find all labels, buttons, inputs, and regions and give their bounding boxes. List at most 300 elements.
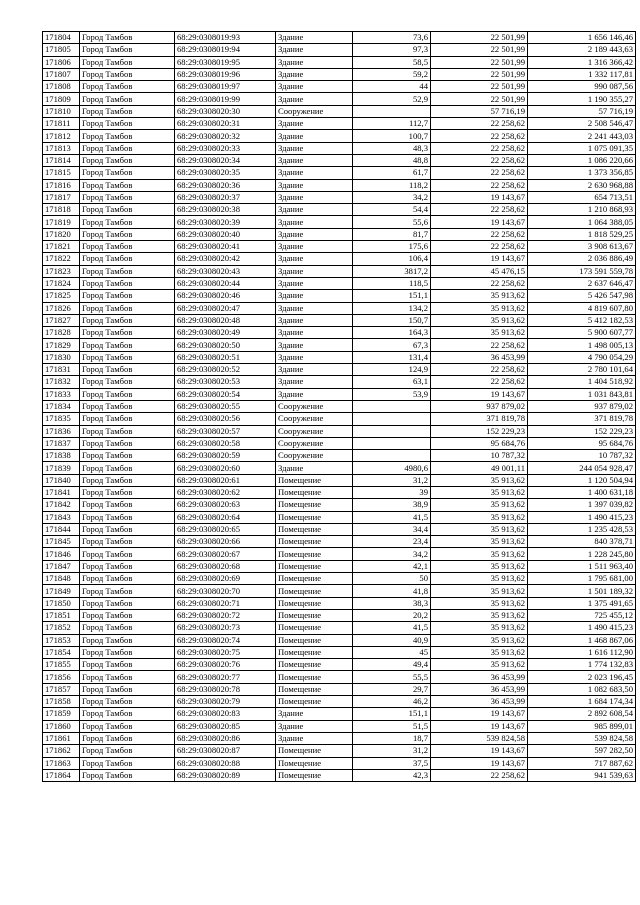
table-row — [43, 253, 636, 265]
area-cell: 41,5 — [353, 622, 431, 634]
cadastral-number-cell: 68:29:0308020:30 — [175, 105, 276, 117]
specific-value-cell: 152 229,23 — [431, 425, 528, 437]
locality-cell: Город Тамбов — [80, 376, 175, 388]
table-row — [43, 585, 636, 597]
cadastral-number-cell: 68:29:0308020:63 — [175, 499, 276, 511]
row-number-cell: 171840 — [43, 474, 80, 486]
locality-cell: Город Тамбов — [80, 536, 175, 548]
locality-cell: Город Тамбов — [80, 302, 175, 314]
area-cell: 106,4 — [353, 253, 431, 265]
object-type-cell: Помещение — [276, 511, 353, 523]
locality-cell: Город Тамбов — [80, 573, 175, 585]
locality-cell: Город Тамбов — [80, 290, 175, 302]
cadastral-number-cell: 68:29:0308020:54 — [175, 388, 276, 400]
cadastral-value-cell: 1 190 355,27 — [528, 93, 636, 105]
cadastral-value-cell: 1 332 117,81 — [528, 68, 636, 80]
area-cell: 23,4 — [353, 536, 431, 548]
area-cell: 39 — [353, 486, 431, 498]
object-type-cell: Помещение — [276, 560, 353, 572]
cadastral-number-cell: 68:29:0308020:55 — [175, 400, 276, 412]
area-cell: 150,7 — [353, 314, 431, 326]
locality-cell: Город Тамбов — [80, 659, 175, 671]
locality-cell: Город Тамбов — [80, 56, 175, 68]
cadastral-value-cell: 2 892 608,54 — [528, 708, 636, 720]
specific-value-cell: 22 501,99 — [431, 68, 528, 80]
object-type-cell: Здание — [276, 732, 353, 744]
table-row — [43, 216, 636, 228]
cadastral-value-cell: 1 210 868,93 — [528, 204, 636, 216]
object-type-cell: Здание — [276, 253, 353, 265]
area-cell: 42,3 — [353, 769, 431, 781]
locality-cell: Город Тамбов — [80, 696, 175, 708]
cadastral-number-cell: 68:29:0308020:31 — [175, 118, 276, 130]
table-row — [43, 105, 636, 117]
object-type-cell: Помещение — [276, 757, 353, 769]
area-cell: 3817,2 — [353, 265, 431, 277]
locality-cell: Город Тамбов — [80, 105, 175, 117]
cadastral-value-cell: 1 404 518,92 — [528, 376, 636, 388]
specific-value-cell: 22 258,62 — [431, 769, 528, 781]
locality-cell: Город Тамбов — [80, 277, 175, 289]
area-cell: 48,3 — [353, 142, 431, 154]
area-cell: 38,3 — [353, 597, 431, 609]
cadastral-number-cell: 68:29:0308020:34 — [175, 154, 276, 166]
locality-cell: Город Тамбов — [80, 450, 175, 462]
locality-cell: Город Тамбов — [80, 314, 175, 326]
row-number-cell: 171852 — [43, 622, 80, 634]
table-row — [43, 364, 636, 376]
cadastral-number-cell: 68:29:0308020:52 — [175, 364, 276, 376]
cadastral-number-cell: 68:29:0308020:44 — [175, 277, 276, 289]
specific-value-cell: 19 143,67 — [431, 757, 528, 769]
row-number-cell: 171831 — [43, 364, 80, 376]
table-row — [43, 769, 636, 781]
object-type-cell: Помещение — [276, 597, 353, 609]
object-type-cell: Здание — [276, 708, 353, 720]
row-number-cell: 171843 — [43, 511, 80, 523]
cadastral-value-cell: 173 591 559,78 — [528, 265, 636, 277]
object-type-cell: Сооружение — [276, 400, 353, 412]
cadastral-number-cell: 68:29:0308020:78 — [175, 683, 276, 695]
row-number-cell: 171863 — [43, 757, 80, 769]
area-cell: 134,2 — [353, 302, 431, 314]
object-type-cell: Здание — [276, 351, 353, 363]
table-row — [43, 548, 636, 560]
row-number-cell: 171817 — [43, 191, 80, 203]
cadastral-value-cell: 2 241 443,03 — [528, 130, 636, 142]
area-cell: 20,2 — [353, 609, 431, 621]
row-number-cell: 171823 — [43, 265, 80, 277]
cadastral-value-cell: 1 684 174,34 — [528, 696, 636, 708]
table-row — [43, 56, 636, 68]
object-type-cell: Здание — [276, 364, 353, 376]
object-type-cell: Здание — [276, 167, 353, 179]
table-row — [43, 474, 636, 486]
specific-value-cell: 35 913,62 — [431, 499, 528, 511]
table-row — [43, 683, 636, 695]
locality-cell: Город Тамбов — [80, 118, 175, 130]
cadastral-number-cell: 68:29:0308020:51 — [175, 351, 276, 363]
cadastral-number-cell: 68:29:0308020:67 — [175, 548, 276, 560]
cadastral-number-cell: 68:29:0308020:61 — [175, 474, 276, 486]
object-type-cell: Сооружение — [276, 413, 353, 425]
cadastral-value-cell: 717 887,62 — [528, 757, 636, 769]
locality-cell: Город Тамбов — [80, 499, 175, 511]
row-number-cell: 171836 — [43, 425, 80, 437]
specific-value-cell: 22 258,62 — [431, 364, 528, 376]
table-row — [43, 327, 636, 339]
table-row — [43, 130, 636, 142]
cadastral-value-cell: 1 082 683,50 — [528, 683, 636, 695]
cadastral-number-cell: 68:29:0308020:57 — [175, 425, 276, 437]
specific-value-cell: 45 476,15 — [431, 265, 528, 277]
table-row — [43, 597, 636, 609]
locality-cell: Город Тамбов — [80, 154, 175, 166]
cadastral-value-cell: 2 637 646,47 — [528, 277, 636, 289]
object-type-cell: Здание — [276, 241, 353, 253]
cadastral-number-cell: 68:29:0308019:96 — [175, 68, 276, 80]
object-type-cell: Помещение — [276, 585, 353, 597]
cadastral-number-cell: 68:29:0308020:83 — [175, 708, 276, 720]
table-row — [43, 376, 636, 388]
cadastral-number-cell: 68:29:0308020:53 — [175, 376, 276, 388]
cadastral-value-cell: 654 713,51 — [528, 191, 636, 203]
area-cell: 52,9 — [353, 93, 431, 105]
locality-cell: Город Тамбов — [80, 388, 175, 400]
table-row — [43, 167, 636, 179]
table-row — [43, 732, 636, 744]
specific-value-cell: 22 501,99 — [431, 93, 528, 105]
cadastral-number-cell: 68:29:0308020:48 — [175, 314, 276, 326]
row-number-cell: 171844 — [43, 523, 80, 535]
cadastral-value-cell: 4 819 607,80 — [528, 302, 636, 314]
object-type-cell: Помещение — [276, 659, 353, 671]
object-type-cell: Здание — [276, 314, 353, 326]
locality-cell: Город Тамбов — [80, 609, 175, 621]
specific-value-cell: 35 913,62 — [431, 474, 528, 486]
specific-value-cell: 35 913,62 — [431, 302, 528, 314]
cadastral-value-table-sheet — [42, 31, 636, 782]
area-cell: 151,1 — [353, 290, 431, 302]
specific-value-cell: 22 258,62 — [431, 118, 528, 130]
cadastral-value-cell: 2 036 886,49 — [528, 253, 636, 265]
row-number-cell: 171859 — [43, 708, 80, 720]
table-row — [43, 720, 636, 732]
row-number-cell: 171835 — [43, 413, 80, 425]
cadastral-value-cell: 1 316 366,42 — [528, 56, 636, 68]
object-type-cell: Здание — [276, 118, 353, 130]
specific-value-cell: 35 913,62 — [431, 290, 528, 302]
cadastral-value-cell: 2 023 196,45 — [528, 671, 636, 683]
locality-cell: Город Тамбов — [80, 339, 175, 351]
row-number-cell: 171804 — [43, 32, 80, 44]
object-type-cell: Здание — [276, 32, 353, 44]
row-number-cell: 171846 — [43, 548, 80, 560]
cadastral-number-cell: 68:29:0308020:36 — [175, 179, 276, 191]
specific-value-cell: 49 001,11 — [431, 462, 528, 474]
row-number-cell: 171855 — [43, 659, 80, 671]
cadastral-value-cell: 244 054 928,47 — [528, 462, 636, 474]
cadastral-number-cell: 68:29:0308019:95 — [175, 56, 276, 68]
cadastral-number-cell: 68:29:0308020:58 — [175, 437, 276, 449]
row-number-cell: 171815 — [43, 167, 80, 179]
cadastral-value-cell: 1 511 963,40 — [528, 560, 636, 572]
specific-value-cell: 937 879,02 — [431, 400, 528, 412]
object-type-cell: Помещение — [276, 548, 353, 560]
cadastral-value-cell: 2 508 546,47 — [528, 118, 636, 130]
cadastral-value-cell: 57 716,19 — [528, 105, 636, 117]
area-cell: 34,2 — [353, 548, 431, 560]
specific-value-cell: 35 913,62 — [431, 536, 528, 548]
area-cell: 18,7 — [353, 732, 431, 744]
locality-cell: Город Тамбов — [80, 523, 175, 535]
object-type-cell: Сооружение — [276, 105, 353, 117]
row-number-cell: 171814 — [43, 154, 80, 166]
cadastral-value-cell: 1 501 189,32 — [528, 585, 636, 597]
row-number-cell: 171809 — [43, 93, 80, 105]
cadastral-number-cell: 68:29:0308020:56 — [175, 413, 276, 425]
area-cell: 29,7 — [353, 683, 431, 695]
locality-cell: Город Тамбов — [80, 732, 175, 744]
row-number-cell: 171808 — [43, 81, 80, 93]
specific-value-cell: 35 913,62 — [431, 622, 528, 634]
specific-value-cell: 19 143,67 — [431, 720, 528, 732]
row-number-cell: 171829 — [43, 339, 80, 351]
locality-cell: Город Тамбов — [80, 548, 175, 560]
locality-cell: Город Тамбов — [80, 757, 175, 769]
object-type-cell: Помещение — [276, 474, 353, 486]
table-row — [43, 154, 636, 166]
area-cell: 51,5 — [353, 720, 431, 732]
cadastral-value-cell: 5 426 547,98 — [528, 290, 636, 302]
area-cell: 48,8 — [353, 154, 431, 166]
locality-cell: Город Тамбов — [80, 253, 175, 265]
table-row — [43, 241, 636, 253]
locality-cell: Город Тамбов — [80, 683, 175, 695]
locality-cell: Город Тамбов — [80, 228, 175, 240]
specific-value-cell: 35 913,62 — [431, 597, 528, 609]
area-cell: 112,7 — [353, 118, 431, 130]
row-number-cell: 171841 — [43, 486, 80, 498]
area-cell: 59,2 — [353, 68, 431, 80]
row-number-cell: 171813 — [43, 142, 80, 154]
table-row — [43, 93, 636, 105]
cadastral-number-cell: 68:29:0308019:99 — [175, 93, 276, 105]
cadastral-value-cell: 1 795 681,00 — [528, 573, 636, 585]
object-type-cell: Здание — [276, 154, 353, 166]
cadastral-value-cell: 2 630 968,88 — [528, 179, 636, 191]
cadastral-number-cell: 68:29:0308020:62 — [175, 486, 276, 498]
cadastral-value-cell: 539 824,58 — [528, 732, 636, 744]
cadastral-number-cell: 68:29:0308020:38 — [175, 204, 276, 216]
cadastral-value-table — [42, 31, 636, 782]
row-number-cell: 171849 — [43, 585, 80, 597]
row-number-cell: 171805 — [43, 44, 80, 56]
object-type-cell: Здание — [276, 56, 353, 68]
cadastral-value-cell: 5 412 182,53 — [528, 314, 636, 326]
table-row — [43, 659, 636, 671]
table-row — [43, 450, 636, 462]
cadastral-value-cell: 725 455,12 — [528, 609, 636, 621]
cadastral-number-cell: 68:29:0308020:37 — [175, 191, 276, 203]
area-cell: 55,5 — [353, 671, 431, 683]
cadastral-number-cell: 68:29:0308020:77 — [175, 671, 276, 683]
row-number-cell: 171811 — [43, 118, 80, 130]
area-cell: 151,1 — [353, 708, 431, 720]
row-number-cell: 171826 — [43, 302, 80, 314]
specific-value-cell: 10 787,32 — [431, 450, 528, 462]
area-cell: 34,4 — [353, 523, 431, 535]
specific-value-cell: 19 143,67 — [431, 191, 528, 203]
table-row — [43, 622, 636, 634]
table-row — [43, 290, 636, 302]
cadastral-number-cell: 68:29:0308020:85 — [175, 720, 276, 732]
row-number-cell: 171845 — [43, 536, 80, 548]
cadastral-value-cell: 941 539,63 — [528, 769, 636, 781]
area-cell: 45 — [353, 646, 431, 658]
object-type-cell: Здание — [276, 462, 353, 474]
area-cell: 38,9 — [353, 499, 431, 511]
row-number-cell: 171830 — [43, 351, 80, 363]
area-cell: 97,3 — [353, 44, 431, 56]
row-number-cell: 171812 — [43, 130, 80, 142]
object-type-cell: Помещение — [276, 683, 353, 695]
specific-value-cell: 35 913,62 — [431, 486, 528, 498]
specific-value-cell: 371 819,78 — [431, 413, 528, 425]
locality-cell: Город Тамбов — [80, 769, 175, 781]
row-number-cell: 171828 — [43, 327, 80, 339]
cadastral-value-cell: 2 780 101,64 — [528, 364, 636, 376]
row-number-cell: 171847 — [43, 560, 80, 572]
locality-cell: Город Тамбов — [80, 68, 175, 80]
object-type-cell: Здание — [276, 265, 353, 277]
table-row — [43, 32, 636, 44]
row-number-cell: 171816 — [43, 179, 80, 191]
area-cell: 73,6 — [353, 32, 431, 44]
object-type-cell: Помещение — [276, 634, 353, 646]
specific-value-cell: 22 258,62 — [431, 241, 528, 253]
specific-value-cell: 35 913,62 — [431, 634, 528, 646]
specific-value-cell: 35 913,62 — [431, 659, 528, 671]
row-number-cell: 171834 — [43, 400, 80, 412]
cadastral-number-cell: 68:29:0308020:64 — [175, 511, 276, 523]
cadastral-number-cell: 68:29:0308020:79 — [175, 696, 276, 708]
specific-value-cell: 35 913,62 — [431, 585, 528, 597]
row-number-cell: 171833 — [43, 388, 80, 400]
cadastral-number-cell: 68:29:0308020:60 — [175, 462, 276, 474]
area-cell — [353, 425, 431, 437]
row-number-cell: 171850 — [43, 597, 80, 609]
specific-value-cell: 539 824,58 — [431, 732, 528, 744]
object-type-cell: Здание — [276, 68, 353, 80]
cadastral-number-cell: 68:29:0308020:59 — [175, 450, 276, 462]
locality-cell: Город Тамбов — [80, 560, 175, 572]
cadastral-value-cell: 1 468 867,06 — [528, 634, 636, 646]
area-cell: 41,8 — [353, 585, 431, 597]
locality-cell: Город Тамбов — [80, 511, 175, 523]
object-type-cell: Здание — [276, 327, 353, 339]
object-type-cell: Здание — [276, 191, 353, 203]
cadastral-value-cell: 1 656 146,46 — [528, 32, 636, 44]
cadastral-value-cell: 1 397 039,82 — [528, 499, 636, 511]
locality-cell: Город Тамбов — [80, 191, 175, 203]
area-cell: 31,2 — [353, 474, 431, 486]
row-number-cell: 171862 — [43, 745, 80, 757]
row-number-cell: 171857 — [43, 683, 80, 695]
cadastral-value-cell: 1 490 415,23 — [528, 511, 636, 523]
object-type-cell: Помещение — [276, 745, 353, 757]
locality-cell: Город Тамбов — [80, 44, 175, 56]
table-row — [43, 277, 636, 289]
specific-value-cell: 22 258,62 — [431, 277, 528, 289]
table-row — [43, 745, 636, 757]
area-cell: 63,1 — [353, 376, 431, 388]
locality-cell: Город Тамбов — [80, 265, 175, 277]
cadastral-value-cell: 4 790 054,29 — [528, 351, 636, 363]
locality-cell: Город Тамбов — [80, 364, 175, 376]
row-number-cell: 171861 — [43, 732, 80, 744]
object-type-cell: Здание — [276, 228, 353, 240]
cadastral-number-cell: 68:29:0308020:89 — [175, 769, 276, 781]
cadastral-number-cell: 68:29:0308020:46 — [175, 290, 276, 302]
table-row — [43, 81, 636, 93]
locality-cell: Город Тамбов — [80, 142, 175, 154]
area-cell: 41,5 — [353, 511, 431, 523]
area-cell: 131,4 — [353, 351, 431, 363]
locality-cell: Город Тамбов — [80, 425, 175, 437]
cadastral-number-cell: 68:29:0308020:68 — [175, 560, 276, 572]
specific-value-cell: 35 913,62 — [431, 548, 528, 560]
table-row — [43, 302, 636, 314]
specific-value-cell: 22 258,62 — [431, 167, 528, 179]
table-row — [43, 499, 636, 511]
table-row — [43, 536, 636, 548]
area-cell: 164,3 — [353, 327, 431, 339]
specific-value-cell: 35 913,62 — [431, 511, 528, 523]
object-type-cell: Помещение — [276, 609, 353, 621]
table-row — [43, 486, 636, 498]
table-row — [43, 560, 636, 572]
specific-value-cell: 57 716,19 — [431, 105, 528, 117]
row-number-cell: 171820 — [43, 228, 80, 240]
object-type-cell: Помещение — [276, 646, 353, 658]
specific-value-cell: 19 143,67 — [431, 388, 528, 400]
object-type-cell: Помещение — [276, 536, 353, 548]
area-cell — [353, 413, 431, 425]
object-type-cell: Помещение — [276, 573, 353, 585]
area-cell: 175,6 — [353, 241, 431, 253]
locality-cell: Город Тамбов — [80, 93, 175, 105]
area-cell: 4980,6 — [353, 462, 431, 474]
specific-value-cell: 19 143,67 — [431, 708, 528, 720]
area-cell: 40,9 — [353, 634, 431, 646]
cadastral-number-cell: 68:29:0308020:71 — [175, 597, 276, 609]
locality-cell: Город Тамбов — [80, 720, 175, 732]
cadastral-number-cell: 68:29:0308020:70 — [175, 585, 276, 597]
cadastral-number-cell: 68:29:0308019:93 — [175, 32, 276, 44]
cadastral-number-cell: 68:29:0308020:76 — [175, 659, 276, 671]
locality-cell: Город Тамбов — [80, 216, 175, 228]
cadastral-value-cell: 597 282,50 — [528, 745, 636, 757]
cadastral-value-cell: 1 031 843,81 — [528, 388, 636, 400]
row-number-cell: 171806 — [43, 56, 80, 68]
specific-value-cell: 19 143,67 — [431, 253, 528, 265]
area-cell: 50 — [353, 573, 431, 585]
specific-value-cell: 35 913,62 — [431, 314, 528, 326]
row-number-cell: 171854 — [43, 646, 80, 658]
object-type-cell: Здание — [276, 388, 353, 400]
cadastral-value-cell: 371 819,78 — [528, 413, 636, 425]
